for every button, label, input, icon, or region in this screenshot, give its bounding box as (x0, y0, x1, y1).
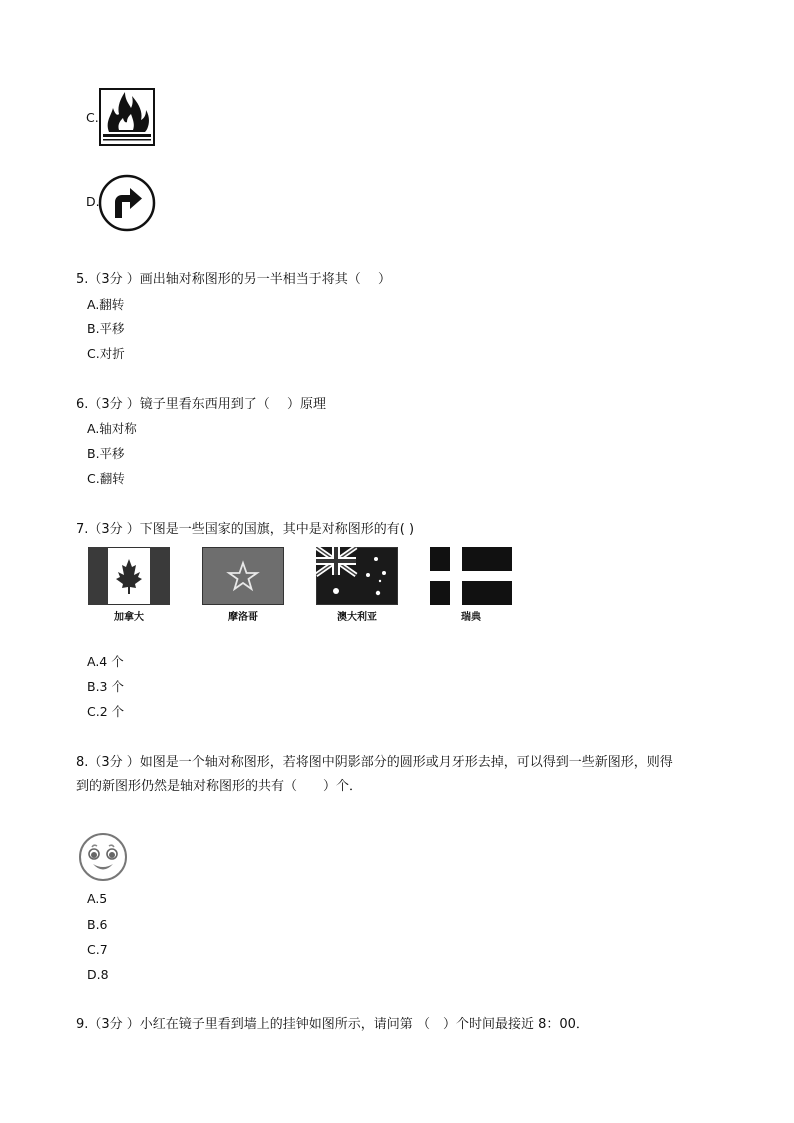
question-5-option-a[interactable]: A.翻转 (87, 297, 125, 312)
smiley-face-icon (78, 831, 128, 883)
flag-sweden (430, 547, 512, 605)
question-5-option-b[interactable]: B.平移 (87, 321, 125, 336)
question-6-option-c[interactable]: C.翻转 (87, 471, 125, 486)
question-8-option-d[interactable]: D.8 (87, 967, 109, 982)
flag-canada (88, 547, 170, 605)
question-7-stem: 7.（3分 ）下图是一些国家的国旗，其中是对称图形的有( ) (76, 522, 415, 537)
question-8-stem-line-1: 8.（3分 ）如图是一个轴对称图形，若将图中阴影部分的圆形或月牙形去掉，可以得到一些新图形，则得 (76, 755, 673, 770)
question-6-stem: 6.（3分 ）镜子里看东西用到了（ ）原理 (76, 397, 326, 412)
question-9-stem: 9.（3分 ）小红在镜子里看到墙上的挂钟如图所示，请问第 （ ）个时间最接近 8：00． (76, 1017, 589, 1032)
flag-label-australia: 澳大利亚 (337, 612, 377, 623)
flag-label-sweden: 瑞典 (461, 612, 481, 623)
flag-label-canada: 加拿大 (114, 612, 144, 623)
question-8-stem-line-2: 到的新图形仍然是轴对称图形的共有（ ）个． (76, 779, 363, 794)
question-7-option-a[interactable]: A.4 个 (87, 654, 124, 669)
question-5-stem: 5.（3分 ）画出轴对称图形的另一半相当于将其（ ） (76, 272, 391, 287)
question-6-option-a[interactable]: A.轴对称 (87, 421, 137, 436)
question-8-option-c[interactable]: C.7 (87, 942, 108, 957)
turn-right-arrow-icon (98, 174, 156, 232)
fire-hazard-image (99, 88, 155, 146)
option-c-label: C. (86, 110, 99, 125)
option-d-label: D. (86, 194, 100, 209)
question-7-option-b[interactable]: B.3 个 (87, 679, 124, 694)
question-8-option-a[interactable]: A.5 (87, 891, 108, 906)
question-8-option-b[interactable]: B.6 (87, 917, 108, 932)
flag-label-morocco: 摩洛哥 (228, 612, 258, 623)
flag-morocco (202, 547, 284, 605)
flame-icon (99, 88, 155, 146)
question-6-option-b[interactable]: B.平移 (87, 446, 125, 461)
smiley-face-figure (78, 831, 128, 883)
question-5-option-c[interactable]: C.对折 (87, 346, 125, 361)
flag-australia (316, 547, 398, 605)
question-7-option-c[interactable]: C.2 个 (87, 704, 125, 719)
turn-right-sign-image (98, 174, 156, 232)
